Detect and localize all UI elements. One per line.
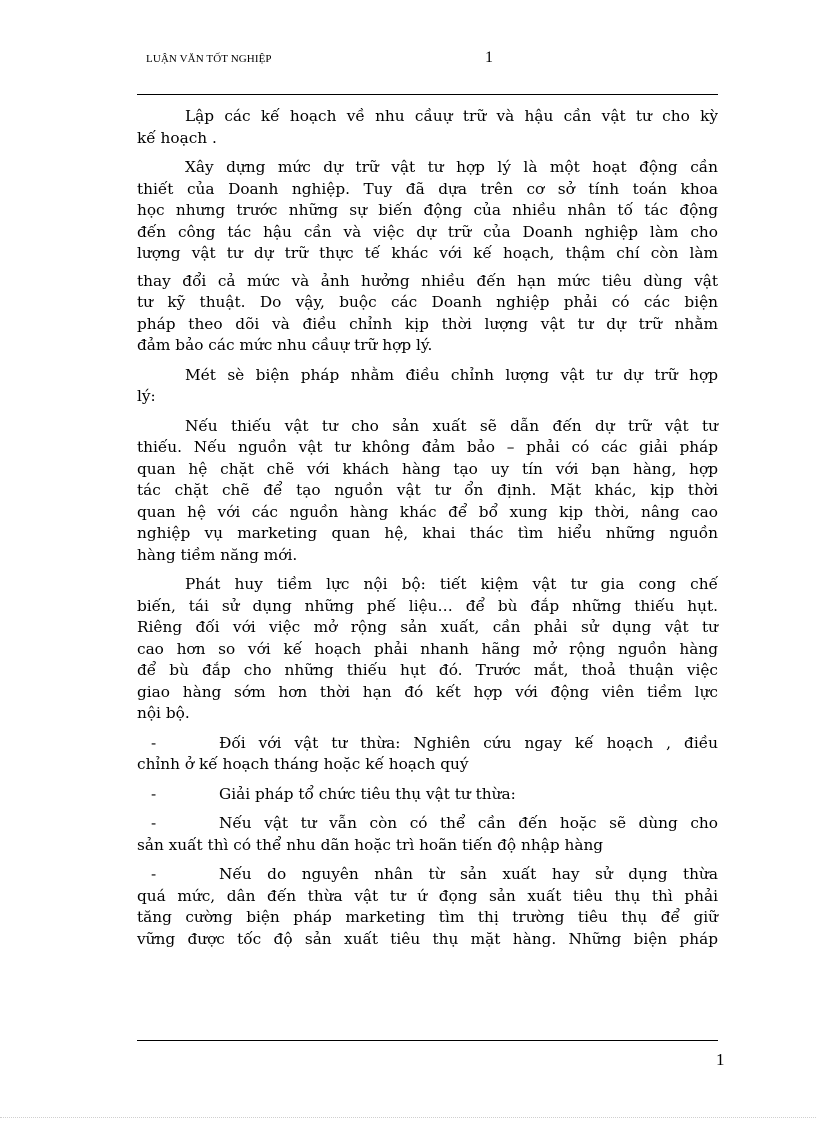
text-line: Nếu thiếu vật tư cho sản xuất sẽ dẫn đến dự trữ vật tư <box>185 416 718 435</box>
text-line: quá mức, dân đến thừa vật tư ứ đọng sản xuất tiêu thụ thì phải <box>137 886 718 905</box>
header-divider <box>137 94 718 95</box>
text-line <box>137 784 718 806</box>
dash-paragraph <box>137 864 718 950</box>
text-line: thiết của Doanh nghiệp. Tuy đã dựa trên cơ sở tính toán khoa <box>137 179 718 198</box>
text-line: nghiệp vụ marketing quan hệ, khai thác tìm hiểu những nguồn <box>137 524 718 542</box>
text-line <box>137 813 718 835</box>
dash-paragraph <box>137 733 718 776</box>
paragraph <box>137 157 718 357</box>
text-line: cao hơn so với kế hoạch phải nhanh hãng mở rộng nguồn hàng <box>137 639 718 658</box>
text-line-content: Đối với vật tư thừa: Nghiên cứu ngay kế hoạch , điều <box>219 733 718 752</box>
text-line: biến, tái sử dụng những phế liệu… để bù đắp những thiếu hụt. <box>137 596 718 615</box>
dash-marker: - <box>151 814 157 832</box>
text-line: sản xuất thì có thể nhu dãn hoặc trì hoãn tiến độ nhập hàng <box>137 835 604 854</box>
text-line: đảm bảo các mức nhu cầuự trữ hợp lý. <box>137 336 433 354</box>
text-line: Mét sè biện pháp nhằm điều chỉnh lượng vật tư dự trữ hợp <box>185 365 718 384</box>
text-line: tư kỹ thuật. Do vậy, buộc các Doanh nghiệp phải có các biện <box>137 293 718 311</box>
text-line: tác chặt chẽ để tạo nguồn vật tư ổn định. Mặt khác, kịp thời <box>137 481 718 499</box>
text-line <box>137 733 718 755</box>
text-line: Xây dựng mức dự trữ vật tư hợp lý là một hoạt động cần <box>185 158 718 176</box>
dash-paragraph <box>137 813 718 856</box>
text-line: tăng cường biện pháp marketing tìm thị trường tiêu thụ để giữ <box>137 908 718 926</box>
text-line: Phát huy tiềm lực nội bộ: tiết kiệm vật tư gia cong chế <box>185 575 718 593</box>
document-body <box>137 106 718 950</box>
text-line: pháp theo dõi và điều chỉnh kịp thời lượng vật tư dự trữ nhằm <box>137 314 718 333</box>
text-line: thiếu. Nếu nguồn vật tư không đảm bảo – phải có các giải pháp <box>137 438 718 456</box>
footer-divider <box>137 1040 718 1041</box>
text-line: chỉnh ở kế hoạch tháng hoặc kế hoạch quý <box>137 755 469 773</box>
text-line: kế hoạch . <box>137 128 217 147</box>
text-line-content: Nếu do nguyên nhân từ sản xuất hay sử dụng thừa <box>219 865 718 883</box>
paragraph <box>137 416 718 567</box>
text-line: giao hàng sớm hơn thời hạn đó kết hợp với động viên tiềm lực <box>137 682 718 701</box>
text-line: học nhưng trước những sự biến động của nhiều nhân tố tác động <box>137 201 718 219</box>
paragraph <box>137 574 718 725</box>
paragraph <box>137 365 718 408</box>
text-line: Lập các kế hoạch về nhu cầuự trữ và hậu cần vật tư cho kỳ <box>185 107 718 125</box>
dash-marker: - <box>151 733 157 752</box>
text-line: lượng vật tư dự trữ thực tế khác với kế hoạch, thậm chí còn làm <box>137 244 718 262</box>
paragraph <box>137 106 718 149</box>
dash-marker: - <box>151 865 157 883</box>
footer-page-number: 1 <box>716 1050 725 1069</box>
header-page-number: 1 <box>485 49 493 66</box>
text-line: đến công tác hậu cần và việc dự trữ của Doanh nghiệp làm cho <box>137 222 718 241</box>
text-line: nội bộ. <box>137 704 190 722</box>
text-line: lý: <box>137 387 156 405</box>
text-line: hàng tiềm năng mới. <box>137 545 298 564</box>
text-line: Riêng đối với việc mở rộng sản xuất, cần phải sử dụng vật tư <box>137 618 718 636</box>
text-line: vững được tốc độ sản xuất tiêu thụ mặt hàng. Những biện pháp <box>137 929 718 948</box>
text-line-content: Nếu vật tư vẫn còn có thể cần đến hoặc sẽ dùng cho <box>219 814 718 832</box>
text-line <box>137 864 718 886</box>
text-line: thay đổi cả mức và ảnh hưởng nhiều đến hạn mức tiêu dùng vật <box>137 271 718 290</box>
dash-paragraph <box>137 784 718 806</box>
text-line: quan hệ với các nguồn hàng khác để bổ xung kịp thời, nâng cao <box>137 502 718 521</box>
page-edge <box>0 1117 816 1118</box>
text-line: quan hệ chặt chẽ với khách hàng tạo uy tín với bạn hàng, hợp <box>137 459 718 478</box>
header-title: LUẬN VĂN TỐT NGHIỆP <box>146 53 272 65</box>
dash-marker: - <box>151 784 157 803</box>
text-line: để bù đắp cho những thiếu hụt đó. Trước mắt, thoả thuận việc <box>137 661 718 679</box>
text-line-content: Giải pháp tổ chức tiêu thụ vật tư thừa: <box>219 784 516 803</box>
